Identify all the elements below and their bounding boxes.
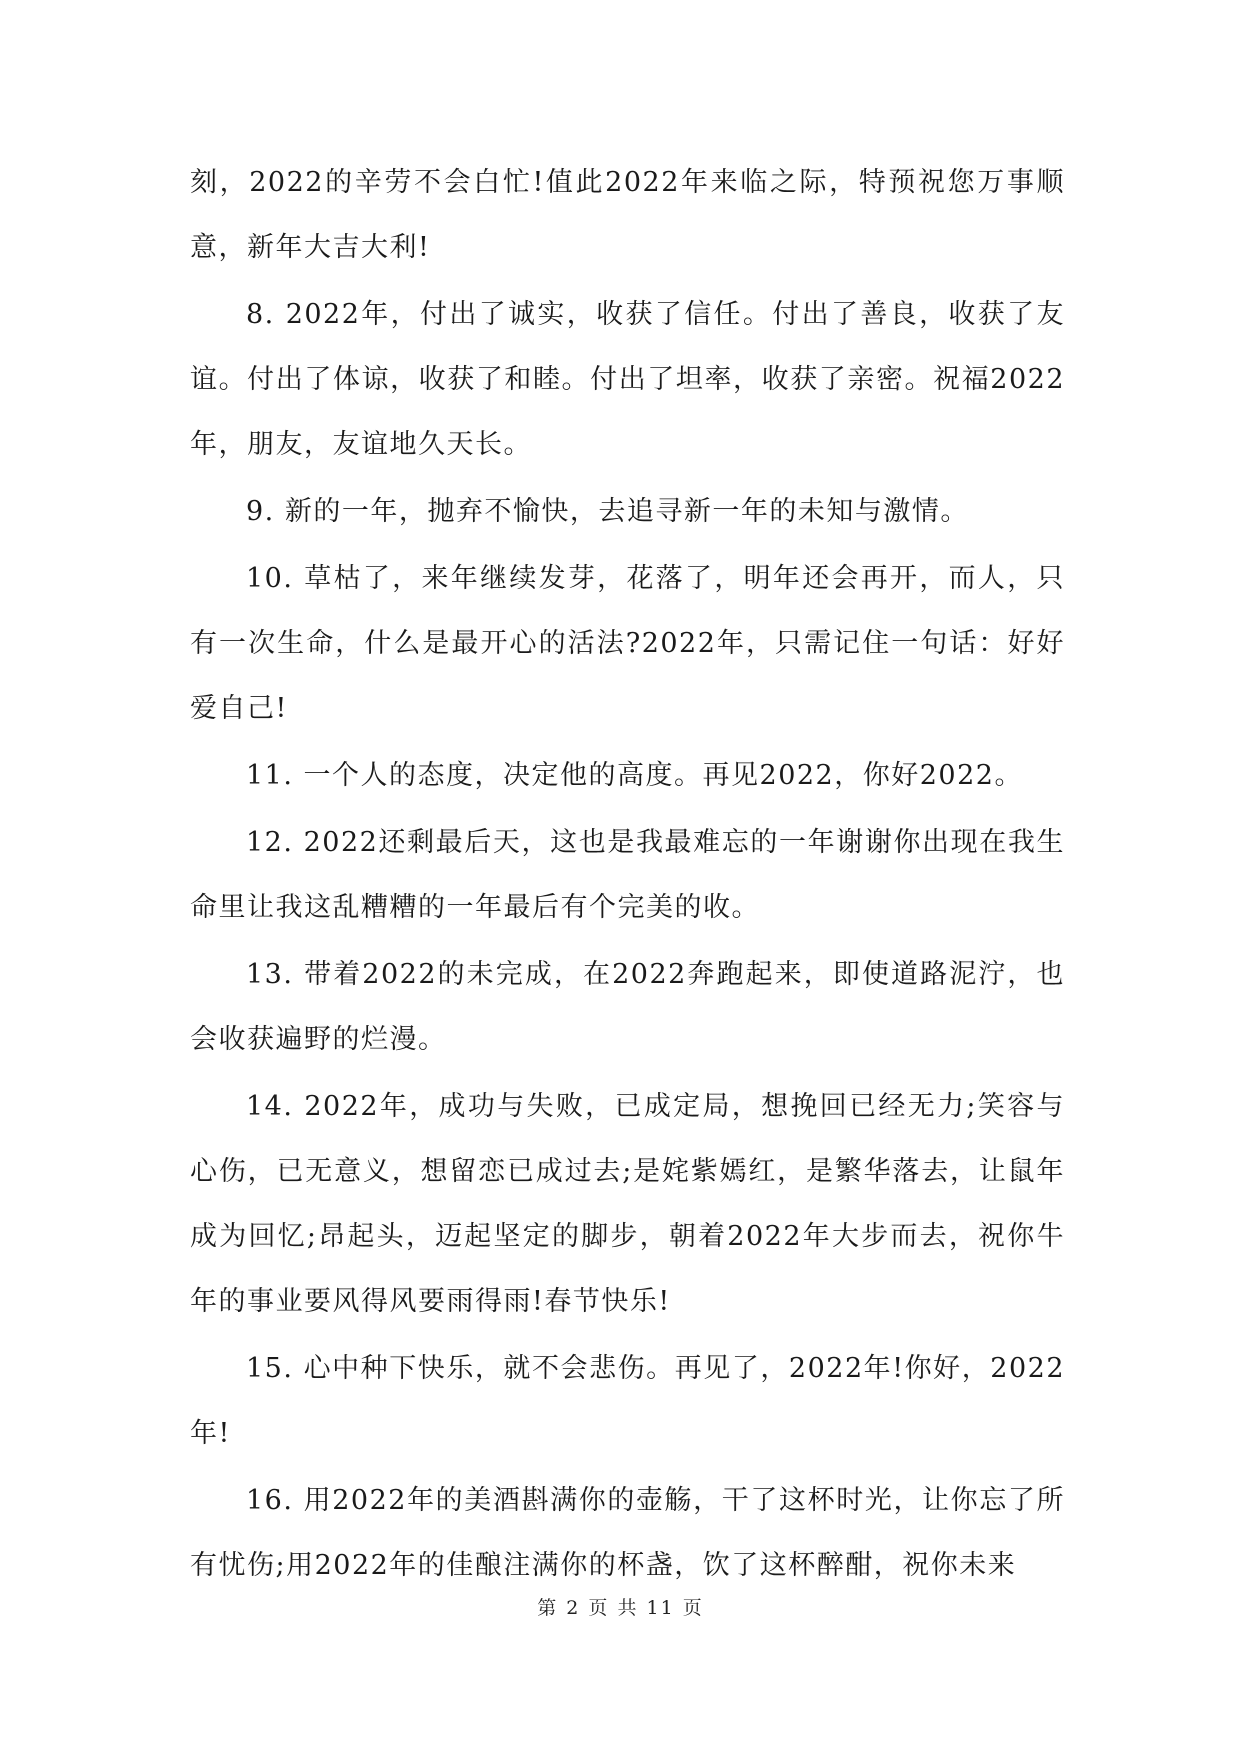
paragraph-item-11: 11. 一个人的态度，决定他的高度。再见2022，你好2022。: [246, 760, 1023, 791]
page-footer: [0, 1593, 1241, 1620]
paragraph-item-10: 10. 草枯了，来年继续发芽，花落了，明年还会再开，而人，只有一次生命，什么是最开心的活法?2022年，只需记住一句话：好好爱自己!: [190, 563, 1065, 724]
paragraph-item-9: 9. 新的一年，抛弃不愉快，去追寻新一年的未知与激情。: [246, 496, 969, 527]
paragraph-item-15: 15. 心中种下快乐，就不会悲伤。再见了，2022年!你好，2022年!: [190, 1353, 1065, 1449]
paragraph-item-16: 16. 用2022年的美酒斟满你的壶觞，干了这杯时光，让你忘了所有忧伤;用2022年的佳酿注满你的杯盏，饮了这杯醉酣，祝你未来: [190, 1485, 1065, 1581]
paragraph-item-12: 12. 2022还剩最后天，这也是我最难忘的一年谢谢你出现在我生命里让我这乱糟糟的一年最后有个完美的收。: [190, 827, 1065, 923]
paragraph-item-8: 8. 2022年，付出了诚实，收获了信任。付出了善良，收获了友谊。付出了体谅，收获了和睦。付出了坦率，收获了亲密。祝福2022年，朋友，友谊地久天长。: [190, 299, 1065, 460]
paragraph-item-13: 13. 带着2022的未完成，在2022奔跑起来，即使道路泥泞，也会收获遍野的烂漫。: [190, 959, 1065, 1055]
paragraph-item-14: 14. 2022年，成功与失败，已成定局，想挽回已经无力;笑容与心伤，已无意义，想留恋已成过去;是姹紫嫣红，是繁华落去，让鼠年成为回忆;昂起头，迈起坚定的脚步，朝着2022年大步而去，祝你牛年的事业要风得风要雨得雨!春节快乐!: [190, 1091, 1065, 1317]
paragraph-continuation: 刻，2022的辛劳不会白忙!值此2022年来临之际，特预祝您万事顺意，新年大吉大利!: [190, 167, 1065, 263]
page-number-label: 第 2 页 共 11 页: [537, 1597, 704, 1619]
document-body: [190, 150, 1065, 1600]
